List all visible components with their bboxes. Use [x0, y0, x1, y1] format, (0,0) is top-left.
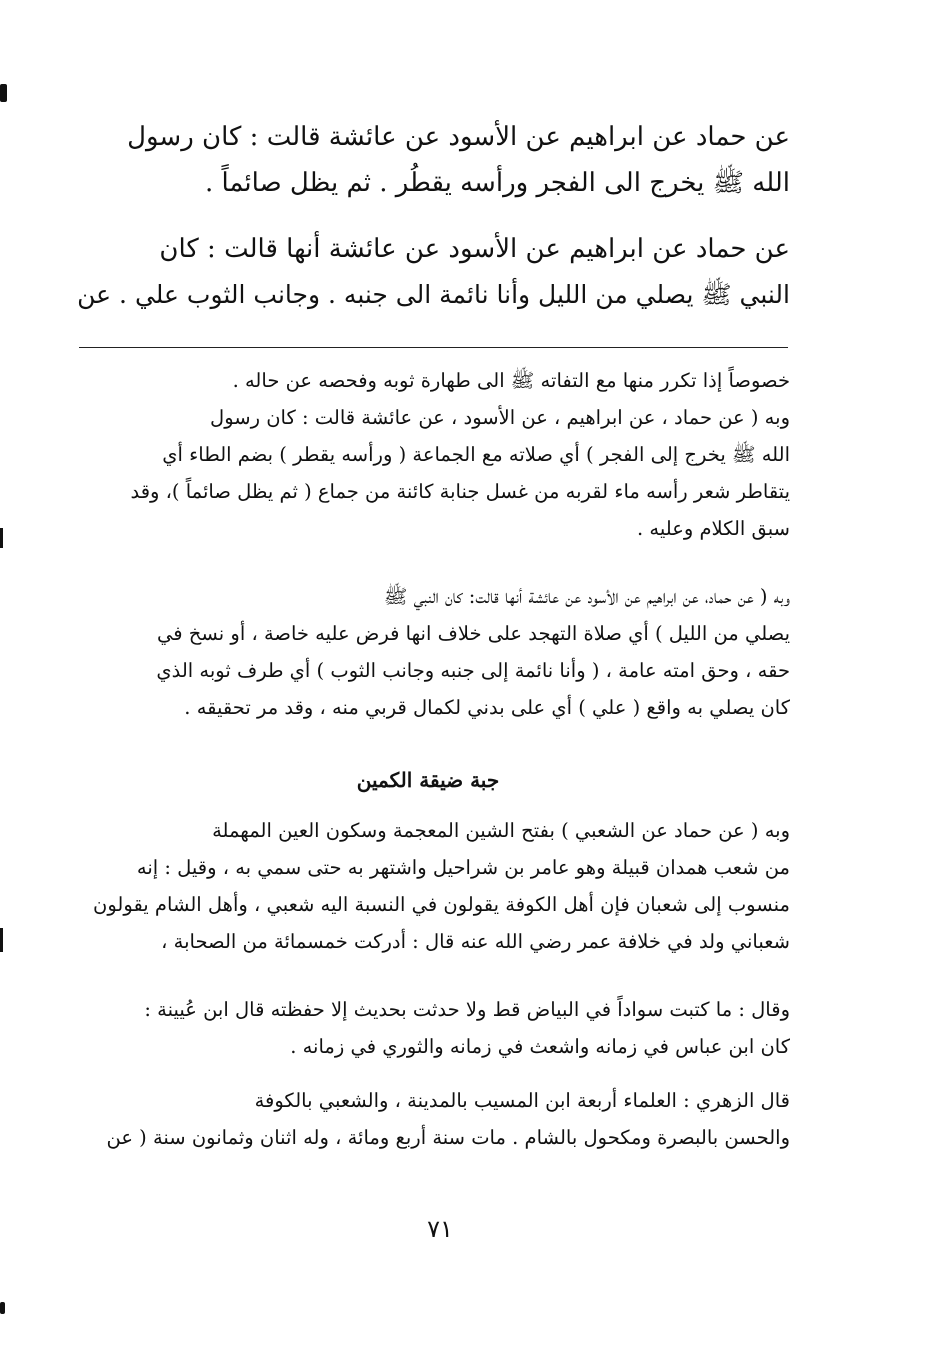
text-line: النبي ﷺ يصلي من الليل وأنا نائمة الى جنبه . وجانب الثوب علي . عن: [77, 280, 790, 309]
hadith-text-paragraph: [66, 226, 790, 318]
text-line: كان يصلي به واقع ( علي ) أي على بدني لكمال قربي منه ، وقد مر تحقيقه .: [184, 696, 790, 719]
text-line: عن حماد عن ابراهيم عن الأسود عن عائشة أنها قالت : كان: [159, 234, 790, 264]
text-line: منسوب إلى شعبان فإن أهل الكوفة يقولون في النسبة اليه شعبي ، وأهل الشام يقولون: [93, 893, 790, 916]
text-line: وبه ( عن حماد ، عن ابراهيم ، عن الأسود ، عن عائشة قالت : كان رسول: [210, 406, 790, 429]
text-line: والحسن بالبصرة ومكحول بالشام . مات سنة أربع ومائة ، وله اثنان وثمانون سنة ( عن: [106, 1126, 790, 1149]
text-line: وبه ( عن حماد عن الشعبي ) بفتح الشين المعجمة وسكون العين المهملة: [212, 819, 790, 842]
commentary-paragraph: [66, 991, 790, 1065]
commentary-paragraph: [66, 1082, 790, 1156]
text-line: وبه ( عن حماد، عن ابراهيم عن الأسود عن عائشة أنها قالت: كان النبي ﷺ: [383, 585, 790, 608]
text-line: قال الزهري : العلماء أربعة ابن المسيب بالمدينة ، والشعبي بالكوفة: [254, 1089, 790, 1112]
text-line: شعباني ولد في خلافة عمر رضي الله عنه قال : أدركت خمسمائة من الصحابة ،: [161, 930, 790, 953]
text-line: حقه ، وحق امته عامة ، ( وأنا نائمة إلى جنبه وجانب الثوب ) أي طرف ثوبه الذي: [156, 659, 790, 682]
scan-edge-mark: [0, 1302, 5, 1314]
text-line: يتقاطر شعر رأسه ماء لقربه من غسل جنابة كائنة من جماع ( ثم يظل صائماً )، وقد: [130, 480, 790, 503]
text-line: وقال : ما كتبت سواداً في البياض قط ولا حدثت بحديث إلا حفظته قال ابن عُيينة :: [144, 998, 790, 1021]
text-line: من شعب همدان قبيلة وهو عامر بن شراحيل واشتهر به حتى سمي به ، وقيل : إنه: [136, 856, 790, 879]
commentary-paragraph: [66, 578, 790, 726]
scan-edge-mark: [0, 84, 7, 102]
scan-edge-mark: [0, 928, 3, 952]
hadith-text-paragraph: [66, 114, 790, 206]
text-line: عن حماد عن ابراهيم عن الأسود عن عائشة قالت : كان رسول: [127, 122, 790, 152]
text-line: سبق الكلام وعليه .: [637, 517, 790, 540]
text-line: الله ﷺ يخرج إلى الفجر ) أي صلاته مع الجماعة ( ورأسه يقطر ) بضم الطاء أي: [162, 443, 790, 466]
section-divider: [79, 347, 788, 348]
commentary-paragraph: [66, 362, 790, 547]
text-line: خصوصاً إذا تكرر منها مع التفاته ﷺ الى طهارة ثوبه وفحصه عن حاله .: [232, 369, 790, 392]
scan-edge-mark: [0, 528, 3, 548]
text-line: الله ﷺ يخرج الى الفجر ورأسه يقطُر . ثم يظل صائماً .: [204, 168, 790, 198]
text-line: كان ابن عباس في زمانه واشعث في زمانه والثوري في زمانه .: [290, 1035, 790, 1058]
page-number: ٧١: [427, 1215, 453, 1243]
text-line: يصلي من الليل ) أي صلاة التهجد على خلاف انها فرض عليه خاصة ، أو نسخ في: [157, 622, 790, 645]
commentary-paragraph: [66, 812, 790, 960]
section-heading: جبة ضيقة الكمين: [356, 768, 500, 792]
